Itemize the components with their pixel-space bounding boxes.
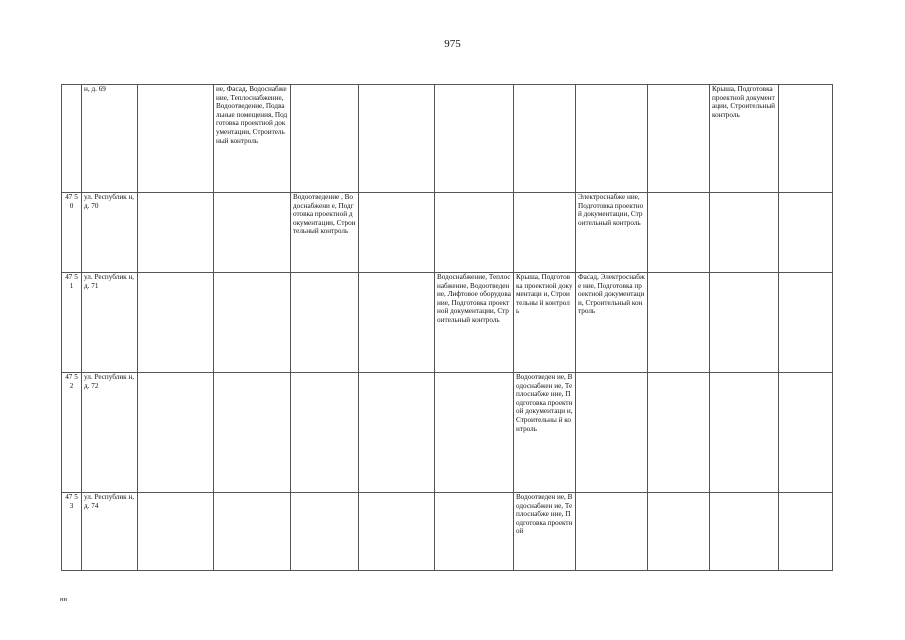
table-row [62,373,833,493]
table-cell [514,85,576,193]
table-cell: Крыша, Подготовка проектной документаци и, Строительны й контроль [514,273,576,373]
table-cell [435,85,514,193]
table-cell [138,273,214,373]
table-cell [710,193,779,273]
table-cell [291,85,359,193]
table-cell [359,193,435,273]
table-cell [435,493,514,571]
table-cell [138,193,214,273]
row-number: 47 52 [62,373,82,493]
table-cell [648,85,710,193]
table-cell [359,493,435,571]
table-cell [359,373,435,493]
table-cell: Фасад, Электроснабже ние, Подготовка проектной документации, Строительный контроль [576,273,648,373]
table-cell [435,373,514,493]
table-cell [138,493,214,571]
table-row [62,493,833,571]
table-cell [214,373,291,493]
row-address: н, д. 69 [82,85,138,193]
table-row [62,273,833,373]
table-cell [576,493,648,571]
table-cell [648,373,710,493]
row-address: ул. Республик н, д. 72 [82,373,138,493]
table-cell [710,373,779,493]
table-cell [214,493,291,571]
footer-mark: нн [60,596,67,603]
row-number: 47 53 [62,493,82,571]
table-cell [648,193,710,273]
row-address: ул. Республик н, д. 70 [82,193,138,273]
table-cell [779,493,833,571]
table-cell [779,373,833,493]
table-cell: Водоотведен ие, Водоснабжен ие, Теплоснабже ние, Подготовка проектной [514,493,576,571]
table-row [62,85,833,193]
table-cell [138,373,214,493]
table-cell [291,493,359,571]
table-cell [648,273,710,373]
row-address: ул. Республик н, д. 71 [82,273,138,373]
table-cell [514,193,576,273]
table-cell [779,273,833,373]
table-cell [291,273,359,373]
table-cell [359,273,435,373]
table-cell [214,193,291,273]
page-number: 975 [444,38,461,50]
row-address: ул. Республик н, д. 74 [82,493,138,571]
table-cell: ие, Фасад, Водоснабжение, Теплоснабжение, Водоотведение, Подвальные помещения, Подготовка проектной документации, Строительный контроль [214,85,291,193]
table-cell [710,493,779,571]
table-cell [576,85,648,193]
row-number: 47 51 [62,273,82,373]
table-cell [779,85,833,193]
table-cell [435,193,514,273]
table-cell [710,273,779,373]
table-row [62,193,833,273]
table-cell: Крыша, Подготовка проектной документации, Строительный контроль [710,85,779,193]
table-cell [214,273,291,373]
table-cell: Водоотведение , Водоснабжени е, Подготовка проектной документации, Строительный контроль [291,193,359,273]
table-cell [576,373,648,493]
table-cell: Водоотведен ие, Водоснабжен ие, Теплоснабже ние, Подготовка проектной документаци и, Строительны й контроль [514,373,576,493]
table-cell [779,193,833,273]
row-number [62,85,82,193]
table-cell: Водоснабжение, Теплоснабжение, Водоотведение, Лифтовое оборудование, Подготовка проектной документации, Строительный контроль [435,273,514,373]
table-cell [291,373,359,493]
table-cell: Электроснабже ние, Подготовка проектной документации, Строительный контроль [576,193,648,273]
table-cell [138,85,214,193]
table-cell [359,85,435,193]
row-number: 47 50 [62,193,82,273]
capital-repair-table [61,84,833,571]
table-cell [648,493,710,571]
